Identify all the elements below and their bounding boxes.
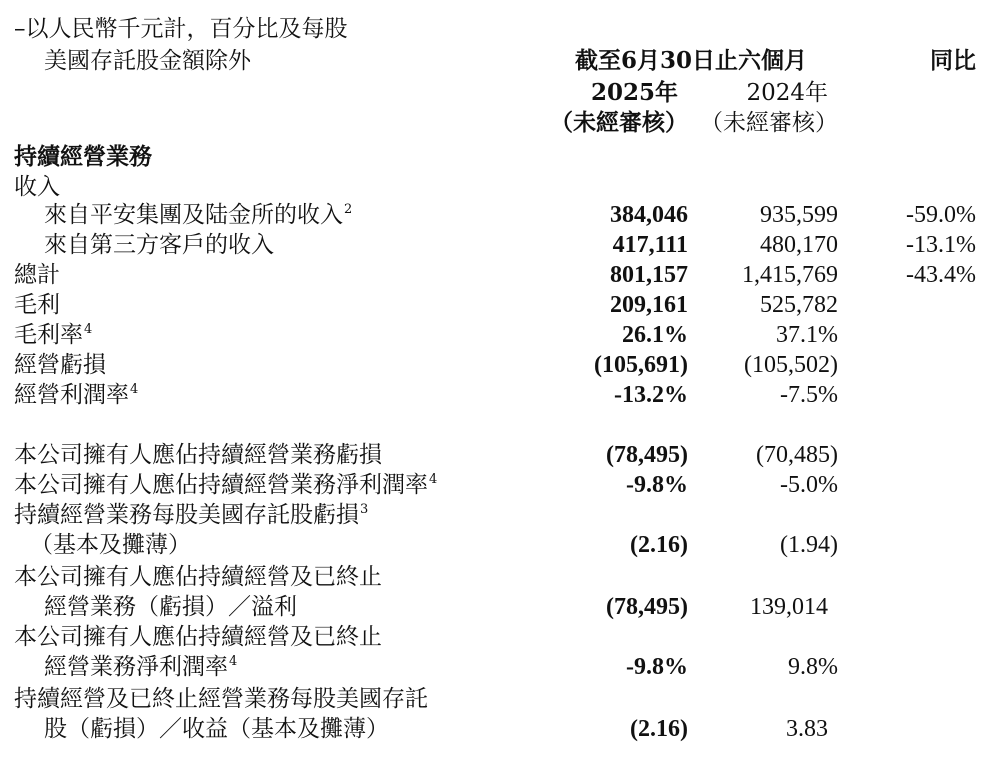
row-label: 總計 [14,262,60,288]
footnote-marker: 4 [429,472,438,488]
row-current-value: 209,161 [610,292,688,318]
row-prior-value: -7.5% [780,382,838,408]
yoy-header: 同比 [930,47,976,74]
row-label: 毛利 [14,292,60,318]
row-prior-value: 1,415,769 [742,262,838,288]
row-label: 本公司擁有人應佔持續經營業務淨利潤率$^4$ [14,472,438,498]
row-label-continued: （基本及攤薄） [30,532,191,558]
row-prior-value: 525,782 [760,292,838,318]
unit-note-line1: –以人民幣千元計，百分比及每股 [14,16,348,42]
row-prior-value: 9.8% [788,654,838,680]
row-current-value: 801,157 [610,262,688,288]
row-label: 本公司擁有人應佔持續經營及已終止 [14,624,382,650]
row-yoy-value: -59.0% [906,202,976,228]
row-current-value: 417,111 [612,232,688,258]
row-prior-value: 139,014 [750,594,828,620]
row-prior-value: 480,170 [760,232,838,258]
audit-current-header: （未經審核） [550,109,688,136]
row-current-value: (78,495) [606,442,688,468]
row-label: 持續經營及已終止經營業務每股美國存託 [14,686,428,712]
footnote-marker: 4 [84,322,93,338]
row-prior-value: -5.0% [780,472,838,498]
row-label: 來自平安集團及陆金所的收入$^2$ [44,202,353,228]
row-yoy-value: -13.1% [906,232,976,258]
period-header: 截至6月30日止六個月 [574,47,807,74]
row-current-value: (105,691) [594,352,688,378]
row-current-value: 384,046 [610,202,688,228]
row-current-value: -9.8% [626,654,688,680]
row-current-value: -13.2% [614,382,688,408]
row-label: 來自第三方客戶的收入 [44,232,274,258]
year-prior-header: 2024年 [746,80,828,106]
footnote-marker: 4 [229,654,238,670]
row-prior-value: 37.1% [776,322,838,348]
row-label-continued: 經營業務淨利潤率$^4$ [44,654,238,680]
row-current-value: (78,495) [606,594,688,620]
row-label: 本公司擁有人應佔持續經營及已終止 [14,564,382,590]
row-label: 持續經營業務每股美國存託股虧損$^3$ [14,502,369,528]
row-label: 本公司擁有人應佔持續經營業務虧損 [14,442,382,468]
row-prior-value: 3.83 [786,716,828,742]
row-label-continued: 經營業務（虧損）／溢利 [44,594,297,620]
footnote-marker: 4 [130,382,139,398]
row-prior-value: (105,502) [744,352,838,378]
section-title: 持續經營業務 [14,143,152,170]
row-label: 經營虧損 [14,352,106,378]
footnote-marker: 3 [360,502,369,518]
revenue-label: 收入 [14,174,60,200]
row-current-value: (2.16) [630,532,688,558]
row-label: 經營利潤率$^4$ [14,382,139,408]
row-yoy-value: -43.4% [906,262,976,288]
row-prior-value: 935,599 [760,202,838,228]
row-current-value: (2.16) [630,716,688,742]
audit-prior-header: （未經審核） [700,110,838,136]
row-label-continued: 股（虧損）／收益（基本及攤薄） [44,716,389,742]
row-prior-value: (1.94) [780,532,838,558]
unit-note-line2: 美國存託股金額除外 [44,48,251,74]
year-current-header: 2025年 [590,79,678,106]
row-label: 毛利率$^4$ [14,322,93,348]
footnote-marker: 2 [344,202,353,218]
row-prior-value: (70,485) [756,442,838,468]
row-current-value: -9.8% [626,472,688,498]
row-current-value: 26.1% [622,322,688,348]
